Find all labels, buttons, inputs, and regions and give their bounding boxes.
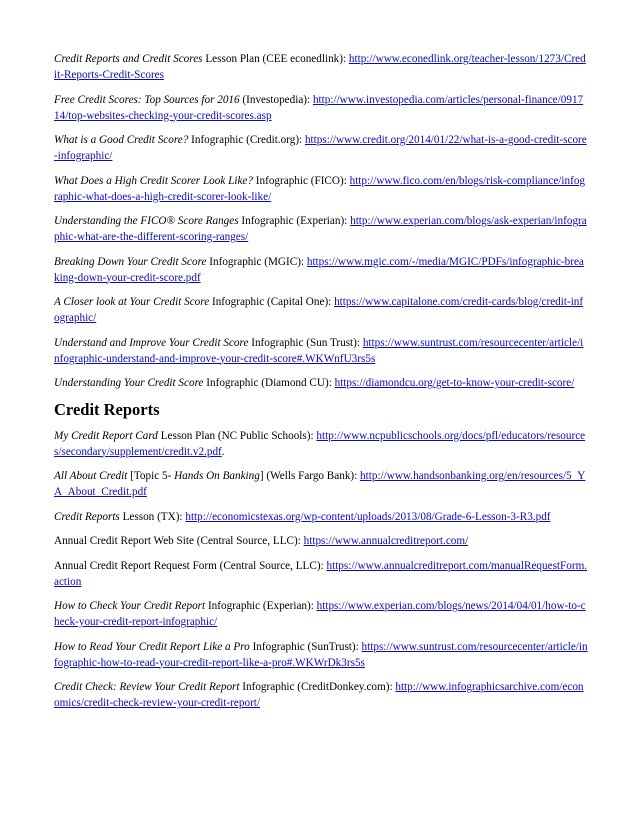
entry-link[interactable]: https://www.suntrust.com/resourcecenter/article/infographic-understand-and-improve-your-credit-score#.WKWnfU3rs5s bbox=[54, 336, 584, 365]
reference-entry bbox=[54, 533, 588, 549]
document-body bbox=[54, 51, 588, 720]
entry-description: Infographic (SunTrust): bbox=[249, 640, 362, 653]
entry-title: Breaking Down Your Credit Score bbox=[54, 255, 207, 268]
entry-link[interactable]: http://www.handsonbanking.org/en/resources/5_YA_About_Credit.pdf bbox=[54, 470, 586, 498]
reference-entry bbox=[54, 213, 588, 245]
entry-link[interactable]: https://www.experian.com/blogs/news/2014/04/01/how-to-check-your-credit-report-infographic/ bbox=[54, 600, 586, 628]
entry-link[interactable]: https://www.annualcreditreport.com/ bbox=[303, 535, 469, 547]
entry-description: Infographic (CreditDonkey.com): bbox=[239, 681, 396, 693]
entry-description: Infographic (Credit.org): bbox=[188, 134, 305, 146]
entry-description: Annual Credit Report Web Site (Central Source, LLC): bbox=[54, 535, 304, 547]
entry-title: My Credit Report Card bbox=[54, 429, 158, 442]
entry-description: Lesson Plan (NC Public Schools): bbox=[157, 429, 317, 442]
entry-description: Lesson (TX): bbox=[119, 510, 186, 523]
section-heading: Credit Reports bbox=[54, 399, 160, 419]
reference-entry bbox=[54, 428, 588, 460]
entry-title: Credit Reports bbox=[54, 510, 120, 523]
reference-entry bbox=[54, 679, 588, 711]
entry-link[interactable]: http://economicstexas.org/wp-content/uploads/2013/08/Grade-6-Lesson-3-R3.pdf bbox=[185, 510, 551, 523]
entry-description: Infographic (Experian): bbox=[205, 600, 317, 612]
entry-title: How to Check Your Credit Report bbox=[54, 600, 206, 612]
entry-title: What is a Good Credit Score? bbox=[54, 134, 189, 146]
entry-subtitle: Hands On Banking bbox=[174, 470, 260, 482]
entry-link[interactable]: http://www.fico.com/en/blogs/risk-compliance/infographic-what-does-a-high-credit-scorer-look-like/ bbox=[54, 174, 586, 203]
entry-description: (Investopedia): bbox=[239, 93, 313, 106]
reference-entry bbox=[54, 294, 588, 326]
reference-entry bbox=[54, 335, 588, 367]
entry-description: Annual Credit Report Request Form (Central Source, LLC): bbox=[54, 559, 327, 572]
entry-title: Credit Reports and Credit Scores bbox=[54, 53, 203, 65]
entry-description-prefix: [Topic 5- bbox=[127, 470, 175, 482]
entry-title: What Does a High Credit Scorer Look Like? bbox=[54, 174, 253, 187]
entry-title: How to Read Your Credit Report Like a Pro bbox=[54, 640, 250, 653]
entry-description: Infographic (Experian): bbox=[238, 215, 351, 227]
reference-entry bbox=[54, 468, 588, 500]
entry-link[interactable]: http://www.econedlink.org/teacher-lesson/1273/Credit-Reports-Credit-Scores bbox=[54, 53, 586, 81]
entry-title: Understanding the FICO® Score Ranges bbox=[54, 215, 239, 227]
reference-entry bbox=[54, 558, 588, 590]
entry-description: Infographic (MGIC): bbox=[206, 255, 307, 268]
reference-entry bbox=[54, 92, 588, 124]
reference-entry bbox=[54, 51, 588, 83]
entry-title: Free Credit Scores: Top Sources for 2016 bbox=[54, 93, 240, 106]
entry-link[interactable]: https://www.mgic.com/-/media/MGIC/PDFs/infographic-breaking-down-your-credit-score.pdf bbox=[54, 255, 584, 284]
entry-description: Infographic (Sun Trust): bbox=[248, 336, 363, 349]
reference-entry bbox=[54, 598, 588, 630]
reference-entry bbox=[54, 132, 588, 164]
entry-link[interactable]: http://www.infographicsarchive.com/economics/credit-check-review-your-credit-report/ bbox=[54, 681, 584, 709]
entry-link[interactable]: https://www.annualcreditreport.com/manualRequestForm.action bbox=[54, 559, 588, 588]
reference-entry bbox=[54, 173, 588, 205]
entry-link[interactable]: https://www.capitalone.com/credit-cards/blog/credit-infographic/ bbox=[54, 296, 584, 324]
entry-link[interactable]: http://www.investopedia.com/articles/personal-finance/091714/top-websites-checking-your-credit-scores.asp bbox=[54, 93, 584, 122]
entry-trailing: . bbox=[221, 445, 225, 458]
entry-description: ] (Wells Fargo Bank): bbox=[259, 470, 361, 482]
entry-title: Credit Check: Review Your Credit Report bbox=[54, 681, 240, 693]
entry-description: Infographic (Capital One): bbox=[209, 296, 335, 308]
reference-entry bbox=[54, 639, 588, 671]
entry-link[interactable]: http://www.ncpublicschools.org/docs/pfl/educators/resources/secondary/supplement/credit.v2.pdf bbox=[54, 429, 586, 458]
entry-title: All About Credit bbox=[54, 470, 128, 482]
entry-link[interactable]: https://www.suntrust.com/resourcecenter/article/infographic-how-to-read-your-credit-report-like-a-pro#.WKWrDk3rs5s bbox=[54, 640, 588, 669]
entry-link[interactable]: http://www.experian.com/blogs/ask-experian/infographic-what-are-the-different-scoring-ranges/ bbox=[54, 215, 587, 243]
entry-description: Infographic (Diamond CU): bbox=[203, 377, 335, 389]
reference-entry bbox=[54, 254, 588, 286]
entry-link[interactable]: https://diamondcu.org/get-to-know-your-credit-score/ bbox=[334, 377, 575, 389]
entry-title: Understanding Your Credit Score bbox=[54, 377, 204, 389]
entry-description: Lesson Plan (CEE econedlink): bbox=[202, 53, 349, 65]
reference-entry bbox=[54, 509, 588, 525]
entry-link[interactable]: https://www.credit.org/2014/01/22/what-is-a-good-credit-score-infographic/ bbox=[54, 134, 587, 162]
entry-title: Understand and Improve Your Credit Score bbox=[54, 336, 249, 349]
entry-description: Infographic (FICO): bbox=[252, 174, 350, 187]
reference-entry bbox=[54, 375, 588, 391]
entry-title: A Closer look at Your Credit Score bbox=[54, 296, 210, 308]
